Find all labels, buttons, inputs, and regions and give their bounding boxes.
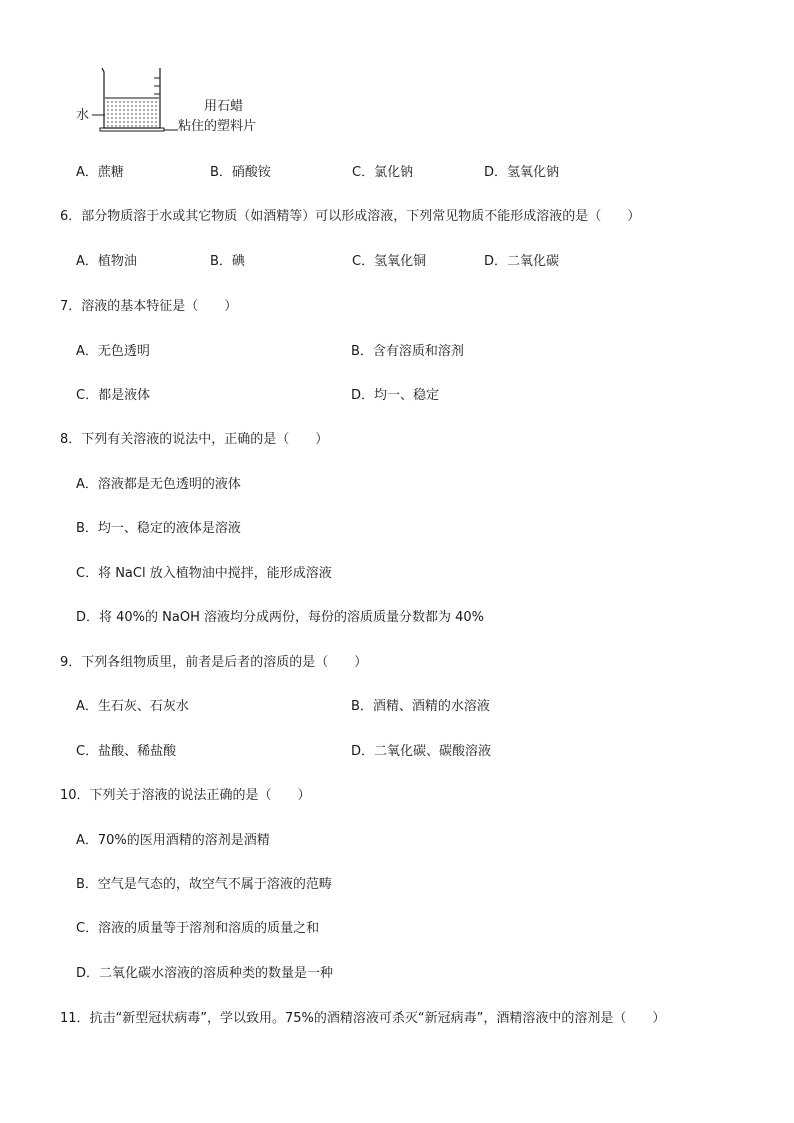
- q8-option-c: C．将 NaCl 放入植物油中搅拌，能形成溶液: [76, 566, 332, 581]
- q6-option-c: C．氢氧化铜: [352, 254, 427, 269]
- water-label: 水: [76, 108, 90, 123]
- q8-option-b: B．均一、稳定的液体是溶液: [76, 521, 241, 536]
- q7-option-b: B．含有溶质和溶剂: [351, 344, 464, 359]
- q7-stem: 7．溶液的基本特征是（ ）: [60, 299, 238, 314]
- q9-option-d: D．二氧化碳、碳酸溶液: [351, 744, 492, 759]
- q5-option-d: D．氢氧化钠: [484, 165, 560, 180]
- q11-stem: 11．抗击“新型冠状病毒”，学以致用。75%的酒精溶液可杀灭“新冠病毒”，酒精溶液中的溶剂是（ ）: [60, 1011, 666, 1026]
- q6-option-b: B．碘: [210, 254, 245, 269]
- plastic-sheet-label: 粘住的塑料片: [178, 119, 257, 134]
- q10-option-d: D．二氧化碳水溶液的溶质种类的数量是一种: [76, 966, 334, 981]
- q9-stem: 9．下列各组物质里，前者是后者的溶质的是（ ）: [60, 655, 368, 670]
- q9-option-b: B．酒精、酒精的水溶液: [351, 699, 490, 714]
- q5-option-b: B．硝酸铵: [210, 165, 271, 180]
- q10-stem: 10．下列关于溶液的说法正确的是（ ）: [60, 788, 311, 803]
- q7-option-c: C．都是液体: [76, 388, 151, 403]
- wax-label: 用石蜡: [204, 99, 244, 114]
- q9-option-c: C．盐酸、稀盐酸: [76, 744, 177, 759]
- q6-stem: 6．部分物质溶于水或其它物质（如酒精等）可以形成溶液，下列常见物质不能形成溶液的是（ ）: [60, 209, 641, 224]
- q10-option-b: B．空气是气态的，故空气不属于溶液的范畴: [76, 877, 332, 892]
- q8-stem: 8．下列有关溶液的说法中，正确的是（ ）: [60, 432, 329, 447]
- q5-option-a: A．蔗糖: [76, 165, 124, 180]
- q5-option-c: C．氯化钠: [352, 165, 414, 180]
- q8-option-d: D．将 40%的 NaOH 溶液均分成两份，每份的溶质质量分数都为 40%: [76, 610, 485, 625]
- q8-option-a: A．溶液都是无色透明的液体: [76, 477, 241, 492]
- q6-option-d: D．二氧化碳: [484, 254, 560, 269]
- q7-option-d: D．均一、稳定: [351, 388, 440, 403]
- q7-option-a: A．无色透明: [76, 344, 150, 359]
- q9-option-a: A．生石灰、石灰水: [76, 699, 189, 714]
- beaker-figure: [74, 64, 314, 144]
- q10-option-a: A．70%的医用酒精的溶剂是酒精: [76, 833, 270, 848]
- q10-option-c: C．溶液的质量等于溶剂和溶质的质量之和: [76, 921, 320, 936]
- q6-option-a: A．植物油: [76, 254, 137, 269]
